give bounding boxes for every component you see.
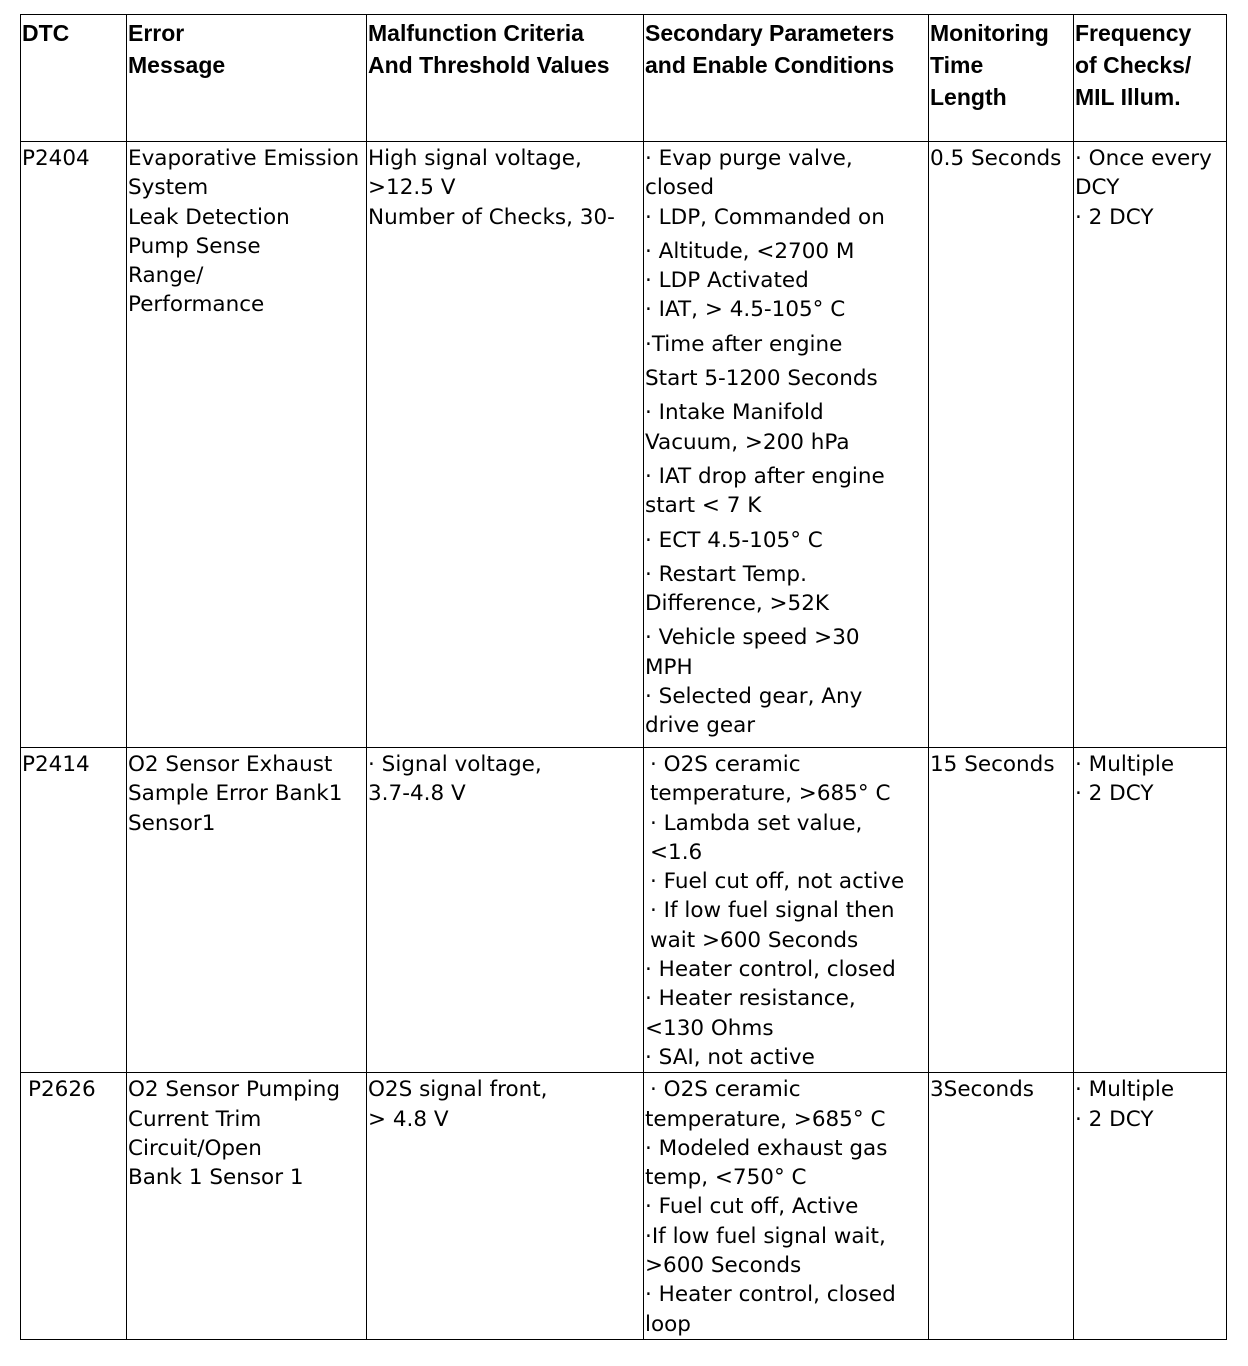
header-line: and Enable Conditions — [645, 52, 895, 78]
cell-conditions — [644, 748, 929, 1073]
header-line: Time — [930, 52, 984, 78]
header-line: Length — [930, 84, 1007, 110]
condition-line: · Selected gear, Any — [645, 684, 863, 710]
cell-frequency — [1074, 142, 1227, 748]
condition-line: · Heater control, closed — [645, 957, 896, 983]
header-line: Monitoring — [930, 20, 1049, 46]
condition-line: · Altitude, <2700 M — [645, 238, 855, 264]
condition-line: · Modeled exhaust gas — [645, 1135, 888, 1161]
condition-line: · O2S ceramic — [650, 752, 801, 777]
table-row-p2414 — [21, 748, 1227, 1073]
frequency-line: DCY — [1075, 175, 1120, 201]
cell-criteria — [367, 142, 644, 748]
condition-line: · Restart Temp. — [645, 561, 807, 587]
condition-line: start < 7 K — [645, 493, 762, 519]
error-line: O2 Sensor Exhaust — [128, 752, 333, 777]
condition-line: loop — [645, 1311, 691, 1337]
criteria-line: >12.5 V — [368, 175, 456, 201]
condition-line: · IAT, > 4.5-105° C — [645, 297, 846, 323]
criteria-line: High signal voltage, — [368, 146, 582, 171]
dtc-table — [20, 14, 1227, 1340]
frequency-line: · Multiple — [1075, 1077, 1175, 1103]
condition-line: <130 Ohms — [645, 1015, 774, 1041]
header-line: Message — [128, 52, 226, 78]
header-error-message — [127, 15, 367, 142]
header-line: Secondary Parameters — [645, 20, 895, 46]
error-line: O2 Sensor Pumping — [128, 1077, 341, 1103]
condition-line: · Heater control, closed — [645, 1282, 896, 1308]
error-line: Circuit/Open — [128, 1135, 262, 1161]
condition-line: · Lambda set value, — [650, 810, 863, 836]
criteria-line: > 4.8 V — [368, 1106, 449, 1132]
table-row-p2404 — [21, 142, 1227, 748]
condition-line: · Vehicle speed >30 — [645, 625, 860, 651]
error-line: Range/ — [128, 263, 204, 289]
header-row — [21, 15, 1227, 142]
dtc-code: P2414 — [22, 752, 90, 777]
condition-line: <1.6 — [650, 839, 703, 865]
cell-frequency — [1074, 748, 1227, 1073]
condition-line: · Evap purge valve, — [645, 146, 853, 171]
cell-frequency — [1074, 1073, 1227, 1340]
condition-line: · SAI, not active — [645, 1044, 815, 1070]
error-line: Sensor1 — [128, 810, 216, 836]
error-line: Evaporative Emission — [128, 146, 360, 171]
error-line: Current Trim — [128, 1106, 262, 1132]
cell-monitoring-time — [929, 748, 1074, 1073]
dtc-code: P2404 — [22, 146, 90, 171]
condition-line: temp, <750° C — [645, 1165, 807, 1191]
header-line: Error — [128, 20, 185, 46]
header-line: MIL Illum. — [1075, 84, 1181, 110]
frequency-line: · 2 DCY — [1075, 1106, 1154, 1132]
condition-line: wait >600 Seconds — [650, 927, 859, 953]
cell-criteria — [367, 748, 644, 1073]
header-line: of Checks/ — [1075, 52, 1192, 78]
frequency-line: · 2 DCY — [1075, 204, 1154, 230]
condition-line: · Fuel cut off, Active — [645, 1194, 859, 1220]
error-line: Sample Error Bank1 — [128, 781, 343, 807]
criteria-line: O2S signal front, — [368, 1077, 548, 1103]
condition-line: ·Time after engine — [645, 331, 843, 357]
error-line: Pump Sense — [128, 233, 261, 259]
condition-line: Difference, >52K — [645, 591, 829, 617]
time-line: 15 Seconds — [930, 752, 1055, 777]
header-secondary-parameters — [644, 15, 929, 142]
table-row-p2626 — [21, 1073, 1227, 1340]
cell-error-message — [127, 748, 367, 1073]
dtc-code: P2626 — [28, 1077, 96, 1103]
condition-line: Start 5-1200 Seconds — [645, 366, 878, 392]
error-line: Bank 1 Sensor 1 — [128, 1165, 304, 1191]
time-line: 0.5 Seconds — [930, 146, 1062, 171]
condition-line: · O2S ceramic — [650, 1077, 801, 1103]
condition-line: Vacuum, >200 hPa — [645, 429, 850, 455]
header-line: DTC — [22, 20, 70, 46]
cell-monitoring-time — [929, 142, 1074, 748]
condition-line: temperature, >685° C — [650, 781, 891, 807]
cell-dtc — [21, 142, 127, 748]
error-line: System — [128, 175, 209, 201]
criteria-line: 3.7-4.8 V — [368, 781, 466, 807]
header-malfunction-criteria — [367, 15, 644, 142]
cell-error-message — [127, 142, 367, 748]
cell-conditions — [644, 1073, 929, 1340]
header-dtc — [21, 15, 127, 142]
condition-line: · LDP Activated — [645, 268, 809, 294]
time-line: 3Seconds — [930, 1077, 1035, 1103]
header-line: Malfunction Criteria — [368, 20, 584, 46]
error-line: Leak Detection — [128, 204, 290, 230]
header-frequency — [1074, 15, 1227, 142]
condition-line: MPH — [645, 654, 693, 680]
cell-dtc — [21, 748, 127, 1073]
cell-monitoring-time — [929, 1073, 1074, 1340]
cell-conditions — [644, 142, 929, 748]
error-line: Performance — [128, 292, 265, 318]
cell-dtc — [21, 1073, 127, 1340]
condition-line: closed — [645, 175, 715, 201]
condition-line: >600 Seconds — [645, 1253, 802, 1279]
condition-line: · IAT drop after engine — [645, 463, 885, 489]
frequency-line: · 2 DCY — [1075, 781, 1154, 807]
header-monitoring-time — [929, 15, 1074, 142]
condition-line: temperature, >685° C — [645, 1106, 886, 1132]
header-line: And Threshold Values — [368, 52, 610, 78]
frequency-line: · Multiple — [1075, 752, 1175, 777]
cell-criteria — [367, 1073, 644, 1340]
condition-line: · LDP, Commanded on — [645, 204, 885, 230]
criteria-line: Number of Checks, 30- — [368, 204, 615, 230]
condition-line: · ECT 4.5-105° C — [645, 527, 823, 553]
condition-line: drive gear — [645, 713, 756, 739]
condition-line: · Intake Manifold — [645, 400, 824, 426]
cell-error-message — [127, 1073, 367, 1340]
condition-line: ·If low fuel signal wait, — [645, 1223, 886, 1249]
condition-line: · Heater resistance, — [645, 986, 856, 1012]
frequency-line: · Once every — [1075, 146, 1212, 171]
condition-line: · If low fuel signal then — [650, 898, 895, 924]
condition-line: · Fuel cut off, not active — [650, 869, 905, 895]
header-line: Frequency — [1075, 20, 1192, 46]
criteria-line: · Signal voltage, — [368, 752, 542, 777]
